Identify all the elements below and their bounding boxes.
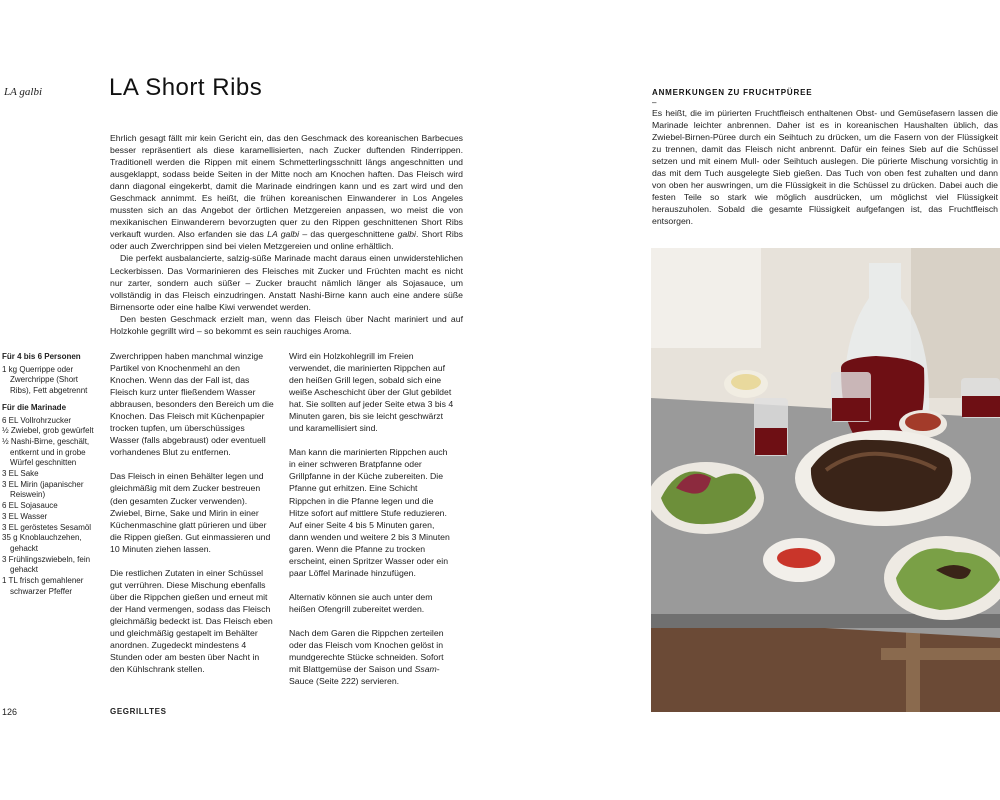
ingredient-item: 3 EL geröstetes Sesamöl bbox=[2, 522, 92, 532]
intro-paragraph-2: Die perfekt ausbalancierte, salzig-süße Marinade macht daraus einen unwiderstehlichen Leckerbissen. Das Vormarinieren des Fleisches mit Zucker und Früchten macht es nicht nur zarter, sondern auch süßer – Zucker braucht nämlich länger als Sojasauce, um vollständig in das Fleisch einzudringen. Anstatt Nashi-Birne kann auch eine andere süße Birnensorte oder eine halbe Kiwi verwendet werden. bbox=[110, 253, 463, 312]
notes-heading: ANMERKUNGEN ZU FRUCHTPÜREE bbox=[652, 88, 813, 97]
method-step: Wird ein Holzkohlegrill im Freien verwendet, die marinierten Rippchen auf den heißen Grill legen, sobald sich eine weiße Ascheschicht über der Glut gebildet hat. Sie sollten auf jeder Seite etwa 3 bis 4 Minuten garen, bis sie leicht geschwärzt und karamellisiert sind. bbox=[289, 351, 454, 434]
ingredient-item: 3 EL Wasser bbox=[2, 511, 48, 521]
ingredient-item: ½ Nashi-Birne, geschält, entkernt und in grobe Würfel geschnitten bbox=[2, 436, 90, 468]
recipe-korean-name: LA galbi bbox=[4, 86, 43, 98]
ingredient-item: 3 EL Sake bbox=[2, 469, 39, 479]
method-column-2 bbox=[289, 350, 454, 699]
bowl-sauce-fill bbox=[905, 413, 941, 431]
wine-glass-mid-wine bbox=[832, 398, 870, 421]
method-column-1 bbox=[110, 350, 275, 687]
ingredient-item: 3 EL Mirin (japanischer Reiswein) bbox=[2, 479, 84, 500]
photo-chair-rail bbox=[881, 648, 1000, 660]
ingredient-item: 1 TL frisch gemahlener schwarzer Pfeffer bbox=[2, 576, 84, 596]
food-photo bbox=[651, 248, 1000, 712]
ingredients-list bbox=[2, 352, 100, 597]
intro-paragraph-3: Den besten Geschmack erzielt man, wenn das Fleisch über Nacht mariniert und auf Holzkohle gegrillt wird – so bekommt es sein rauchiges Aroma. bbox=[110, 313, 463, 336]
page-title: LA Short Ribs bbox=[109, 74, 263, 101]
method-step: Alternativ können sie auch unter dem heißen Ofengrill zubereitet werden. bbox=[289, 591, 433, 614]
notes-dash: – bbox=[652, 98, 657, 107]
method-step: Zwerchrippen haben manchmal winzige Partikel von Knochenmehl an den Knochen. Wenn das der Fall ist, das Fleisch kurz unter fließendem Wasser abbrausen, besonders den Bereich um die Knochen. Das Fleisch mit Küchenpapier trocken tupfen, um überschüssiges Wasser (falls abgebraust) oder eventuell vorhandenes Blut zu entfernen. bbox=[110, 351, 274, 458]
ingredient-item: 35 g Knoblauchzehen, gehackt bbox=[2, 533, 82, 553]
servings-heading: Für 4 bis 6 Personen bbox=[2, 352, 81, 361]
bowl-potato-fill bbox=[731, 374, 761, 390]
intro-paragraph-1: Ehrlich gesagt fällt mir kein Gericht ein, das den Geschmack des koreanischen Barbecues besser repräsentiert als diese karamellisierten, nach Zucker duftenden Rinderrippen. Traditionell werden die Rippen mit einem Schmetterlingsschnitt längs angeschnitten und ausgeklappt, sodass beide Seiten in der Mitte noch am Knochen haften. Das Fleisch wird dann diagonal eingekerbt, damit die Marinade eindringen kann und es zart wird und den Geschmack annimmt. Es heißt, die frühen koreanischen Einwanderer in Los Angeles mussten sich an das Angebot der örtlichen Metzgereien anpassen, wo meist die von mexikanischen Einwanderern bevorzugten quer zu den Rippen geschnittenen Short Ribs verkauft wurden. Also erfanden sie das LA galbi – das quergeschnittene galbi. Short Ribs oder auch Zwerchrippen sind bei vielen Metzgereien und online erhältlich. bbox=[110, 133, 463, 252]
page-number: 126 bbox=[2, 707, 18, 717]
notes-body: Es heißt, die im pürierten Fruchtfleisch enthaltenen Obst- und Gemüsefasern lassen die Marinade leichter anbrennen. Daher ist es in koreanischen Haushalten üblich, das Zwiebel-Birnen-Püree durch ein Seihtuch zu drücken, um die Fasern von der Flüssigkeit zu trennen, damit das Fleisch nicht anbrennt. Dafür ein feines Sieb auf die Schüssel setzen und mit einem Mull- oder Seihtuch auslegen. Die pürierte Mischung vorsichtig in das mit dem Tuch ausgelegte Sieb gießen. Das Tuch von oben fest zuhalten und dann von oben her auswringen, um die Flüssigkeit in die Schüssel zu drücken. Dabei auch die festen Teile so stark wie möglich ausdrücken, um möglichst viel Flüssigkeit herauszuholen. Sobald die gesamte Flüssigkeit aufgefangen ist, das Fruchtfleisch entsorgen. bbox=[652, 108, 998, 227]
intro-text bbox=[110, 132, 463, 337]
method-step: Die restlichen Zutaten in einer Schüssel gut verrühren. Diese Mischung ebenfalls über die Rippchen gießen und erneut mit der Hand vermengen, sodass das Fleisch gleichmäßig bedeckt ist. Das Fleisch eben und gleichmäßig gestapelt im Behälter anordnen. Zugedeckt mindestens 4 Stunden oder am besten über Nacht in den Kühlschrank stellen. bbox=[110, 567, 273, 675]
wine-glass-left-wine bbox=[755, 428, 787, 455]
ingredient-item: 3 Frühlingszwiebeln, fein gehackt bbox=[2, 554, 91, 575]
ribs-meat bbox=[811, 440, 952, 512]
method-step: Man kann die marinierten Rippchen auch in einer schweren Bratpfanne oder Grillpfanne in der Küche zubereiten. Die Pfanne gut erhitzen. Eine Schicht Rippchen in die Pfanne legen und die Hitze sofort auf mittlere Stufe reduzieren. Auf einer Seite 4 bis 5 Minuten garen, dann wenden und weitere 2 bis 3 Minuten garen. Wenn die Pfanne zu trocken erscheint, einen Spritzer Wasser oder ein paar Löffel Marinade hinzufügen. bbox=[289, 447, 450, 578]
wine-glass-right-wine bbox=[962, 396, 1000, 417]
method-step: Das Fleisch in einen Behälter legen und gleichmäßig mit dem Zucker bestreuen (den gesamten Zucker verwenden). Zwiebel, Birne, Sake und Mirin in einer Küchenmaschine glatt pürieren und über die Rippen gießen. Gut einmassieren und 10 Minuten ziehen lassen. bbox=[110, 471, 271, 554]
marinade-heading: Für die Marinade bbox=[2, 402, 67, 412]
bowl-tomato-fill bbox=[777, 548, 821, 568]
photo-chair-leg bbox=[906, 628, 920, 712]
section-name: GEGRILLTES bbox=[110, 707, 167, 716]
ingredient-item: 6 EL Vollrohrzucker bbox=[2, 415, 72, 425]
photo-wall-panel bbox=[651, 248, 761, 348]
ingredient-item: 1 kg Querrippe oder Zwerchrippe (Short Ribs), Fett abgetrennt bbox=[2, 364, 88, 396]
method-step: Nach dem Garen die Rippchen zerteilen oder das Fleisch vom Knochen gelöst in mundgerechte Stücke schneiden. Sofort mit Blattgemüse der Saison und Ssam-Sauce (Seite 222) servieren. bbox=[289, 627, 444, 687]
ingredient-item: 6 EL Sojasauce bbox=[2, 501, 58, 511]
ingredient-item: ½ Zwiebel, grob gewürfelt bbox=[2, 426, 94, 436]
